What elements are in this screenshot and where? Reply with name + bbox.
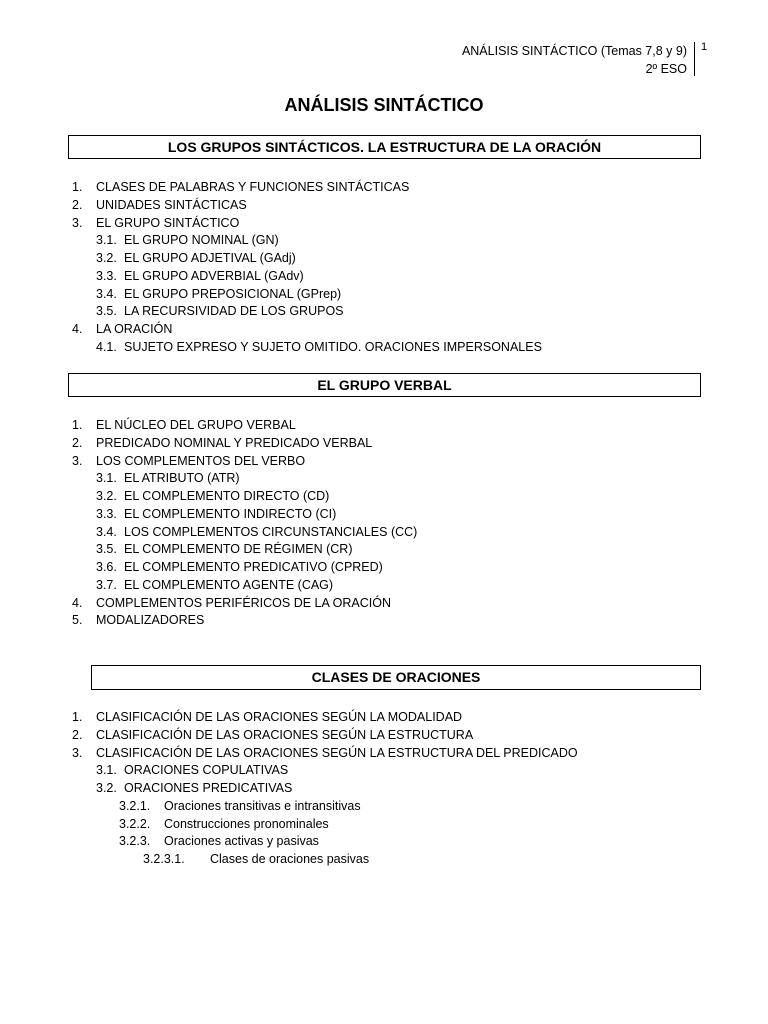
list-item-number: 3.: [72, 745, 83, 760]
list-item-text: LOS COMPLEMENTOS CIRCUNSTANCIALES (CC): [124, 524, 418, 539]
list-item-number: 3.2.1.: [119, 798, 151, 813]
list-item-text: PREDICADO NOMINAL Y PREDICADO VERBAL: [96, 435, 373, 450]
list-item-number: 3.3.: [96, 506, 117, 521]
running-header: [462, 42, 687, 78]
header-grade: 2º ESO: [645, 62, 687, 76]
section-heading: LOS GRUPOS SINTÁCTICOS. LA ESTRUCTURA DE LA ORACIÓN: [68, 135, 701, 159]
list-item-text: CLASIFICACIÓN DE LAS ORACIONES SEGÚN LA ESTRUCTURA: [96, 727, 474, 742]
list-item-number: 3.2.2.: [119, 816, 151, 831]
list-item-number: 3.2.3.1.: [143, 852, 185, 866]
list-item-number: 3.2.3.: [119, 834, 151, 849]
list-item-number: 3.1.: [96, 763, 117, 778]
list-item-text: LOS COMPLEMENTOS DEL VERBO: [96, 453, 306, 468]
list-item-text: MODALIZADORES: [96, 613, 205, 628]
list-item-number: 3.1.: [96, 233, 117, 248]
list-item-number: 3.1.: [96, 471, 117, 486]
list-item-number: 3.6.: [96, 560, 117, 574]
list-item-text: CLASIFICACIÓN DE LAS ORACIONES SEGÚN LA MODALIDAD: [96, 710, 463, 724]
header-divider: [694, 42, 695, 76]
list-item-number: 1.: [72, 710, 83, 724]
list-item-number: 3.5.: [96, 304, 117, 319]
list-item-number: 2.: [72, 197, 83, 212]
section-heading: EL GRUPO VERBAL: [68, 373, 701, 397]
list-item-number: 5.: [72, 613, 83, 628]
list-item-number: 3.5.: [96, 542, 117, 557]
list-item-number: 3.: [72, 215, 83, 230]
list-item-number: 3.2.: [96, 251, 117, 265]
list-item-text: EL COMPLEMENTO DE RÉGIMEN (CR): [124, 542, 353, 557]
list-item-text: ORACIONES PREDICATIVAS: [124, 781, 293, 795]
list-item-text: Construcciones pronominales: [164, 816, 329, 831]
list-item-number: 4.1.: [96, 339, 117, 354]
list-item-number: 3.3.: [96, 268, 117, 283]
list-item-number: 3.7.: [96, 577, 117, 592]
document-title: ANÁLISIS SINTÁCTICO: [284, 95, 484, 115]
list-item-number: 4.: [72, 595, 83, 610]
list-item-text: LA RECURSIVIDAD DE LOS GRUPOS: [124, 304, 344, 319]
list-item-number: 3.2.: [96, 489, 117, 503]
list-item-text: EL COMPLEMENTO DIRECTO (CD): [124, 489, 330, 503]
list-item-text: ORACIONES COPULATIVAS: [124, 763, 289, 778]
list-item-text: EL COMPLEMENTO AGENTE (CAG): [124, 577, 334, 592]
page-number: 1: [701, 41, 708, 53]
list-item-text: EL NÚCLEO DEL GRUPO VERBAL: [96, 418, 296, 432]
list-item-number: 3.2.: [96, 781, 117, 795]
list-item-text: EL COMPLEMENTO INDIRECTO (CI): [124, 506, 337, 521]
list-item-text: Oraciones transitivas e intransitivas: [164, 798, 361, 813]
list-item-number: 2.: [72, 435, 83, 450]
list-item-number: 4.: [72, 322, 83, 336]
section-heading: CLASES DE ORACIONES: [91, 665, 701, 690]
list-item-text: EL ATRIBUTO (ATR): [124, 471, 240, 486]
list-item-text: Clases de oraciones pasivas: [210, 852, 370, 866]
list-item-text: EL GRUPO ADJETIVAL (GAdj): [124, 251, 296, 265]
list-item-text: EL GRUPO NOMINAL (GN): [124, 233, 279, 248]
list-item-text: SUJETO EXPRESO Y SUJETO OMITIDO. ORACIONES IMPERSONALES: [124, 339, 542, 354]
list-item-number: 1.: [72, 180, 83, 194]
list-item-text: EL COMPLEMENTO PREDICATIVO (CPRED): [124, 560, 383, 574]
list-item-number: 3.4.: [96, 286, 117, 301]
list-item-text: CLASES DE PALABRAS Y FUNCIONES SINTÁCTICAS: [96, 180, 410, 194]
list-item-number: 3.4.: [96, 524, 117, 539]
list-item-text: CLASIFICACIÓN DE LAS ORACIONES SEGÚN LA ESTRUCTURA DEL PREDICADO: [96, 745, 578, 760]
header-course-title: ANÁLISIS SINTÁCTICO (Temas 7,8 y 9): [461, 44, 687, 58]
list-item-number: 2.: [72, 727, 83, 742]
list-item-number: 3.: [72, 453, 83, 468]
list-item-text: EL GRUPO SINTÁCTICO: [96, 215, 240, 230]
list-item-number: 1.: [72, 418, 83, 432]
list-item-text: LA ORACIÓN: [96, 322, 173, 336]
list-item-text: EL GRUPO PREPOSICIONAL (GPrep): [124, 286, 342, 301]
list-item-text: COMPLEMENTOS PERIFÉRICOS DE LA ORACIÓN: [96, 595, 391, 610]
list-item-text: EL GRUPO ADVERBIAL (GAdv): [124, 268, 304, 283]
list-item-text: UNIDADES SINTÁCTICAS: [96, 197, 247, 212]
list-item-text: Oraciones activas y pasivas: [164, 834, 319, 849]
